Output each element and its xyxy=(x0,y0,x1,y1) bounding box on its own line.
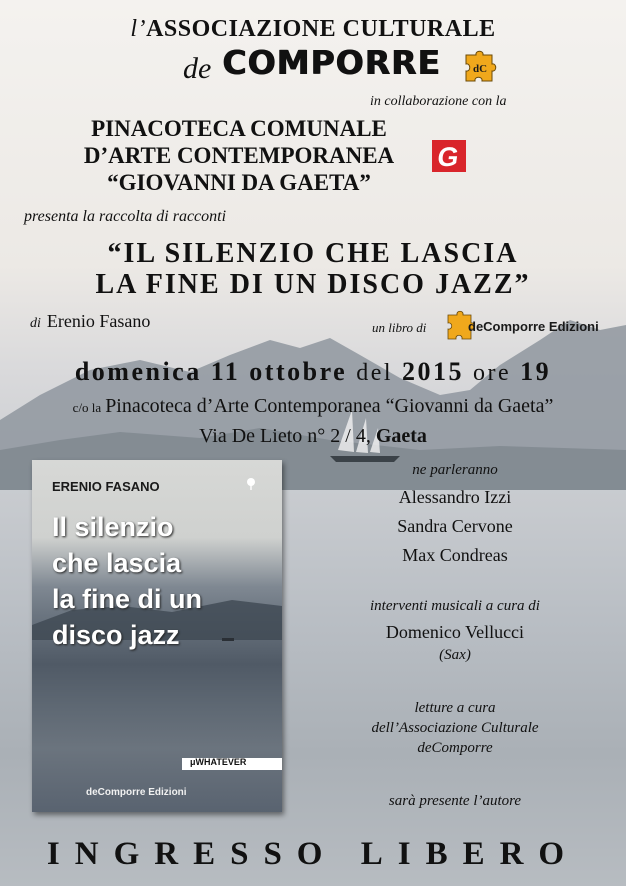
free-entry-footer: INGRESSO LIBERO xyxy=(46,836,580,872)
cover-title-line-1: Il silenzio xyxy=(52,512,174,542)
puzzle-piece-icon xyxy=(462,47,500,85)
mu-symbol-icon: μ xyxy=(190,757,196,767)
association-heading: l’ASSOCIAZIONE CULTURALE xyxy=(130,16,496,42)
cover-title-line-4: disco jazz xyxy=(52,620,180,650)
cover-title-line-2: che lascia xyxy=(52,548,182,578)
collaboration-note: in collaborazione con la xyxy=(370,94,507,109)
cover-publisher: deComporre Edizioni xyxy=(86,787,187,798)
pinacoteca-logo xyxy=(432,140,466,172)
event-date: domenica 11 ottobre del 2015 ore 19 xyxy=(74,357,552,386)
decomporre-logo: COMPORRE xyxy=(222,43,441,82)
pinacoteca-line-1: PINACOTECA COMUNALE xyxy=(91,116,387,141)
pinacoteca-logo-letter: G xyxy=(435,141,461,172)
presenta-line: presenta la raccolta di racconti xyxy=(24,208,227,225)
logo-prefix: de xyxy=(183,52,212,85)
publisher-logo-text: deComporre Edizioni xyxy=(468,319,599,334)
cover-title-line-3: la fine di un xyxy=(52,584,203,614)
speaker-name: Alessandro Izzi xyxy=(398,487,512,507)
speaker-name: Sandra Cervone xyxy=(397,516,513,536)
music-heading: interventi musicali a cura di xyxy=(370,598,540,614)
musician-instrument: (Sax) xyxy=(439,647,471,663)
pinacoteca-line-2: D’ARTE CONTEMPORANEA xyxy=(83,143,395,168)
publisher-note: un libro di xyxy=(372,320,427,335)
author-present-note: sarà presente l’autore xyxy=(388,793,522,809)
author-line: di Erenio Fasano xyxy=(30,311,151,331)
readings-line-3: deComporre xyxy=(417,740,493,756)
event-address: Via De Lieto n° 2 / 4, Gaeta xyxy=(199,425,427,447)
musician-name: Domenico Vellucci xyxy=(385,622,525,642)
book-title-line-2: LA FINE DI UN DISCO JAZZ” xyxy=(95,269,531,300)
speaker-name: Max Condreas xyxy=(402,545,508,565)
puzzle-badge-text: dC xyxy=(473,63,488,75)
event-venue: c/o la Pinacoteca d’Arte Contemporanea “Giovanni da Gaeta” xyxy=(72,395,554,417)
series-label: μWHATEVER xyxy=(190,757,247,767)
speakers-heading: ne parleranno xyxy=(412,462,498,478)
pinacoteca-line-3: “GIOVANNI DA GAETA” xyxy=(107,170,371,195)
readings-line-1: letture a cura xyxy=(414,700,496,716)
cover-author: ERENIO FASANO xyxy=(52,479,160,494)
book-title-line-1: “IL SILENZIO CHE LASCIA xyxy=(107,238,519,269)
tree-icon xyxy=(246,478,256,490)
readings-line-2: dell’Associazione Culturale xyxy=(371,720,539,736)
